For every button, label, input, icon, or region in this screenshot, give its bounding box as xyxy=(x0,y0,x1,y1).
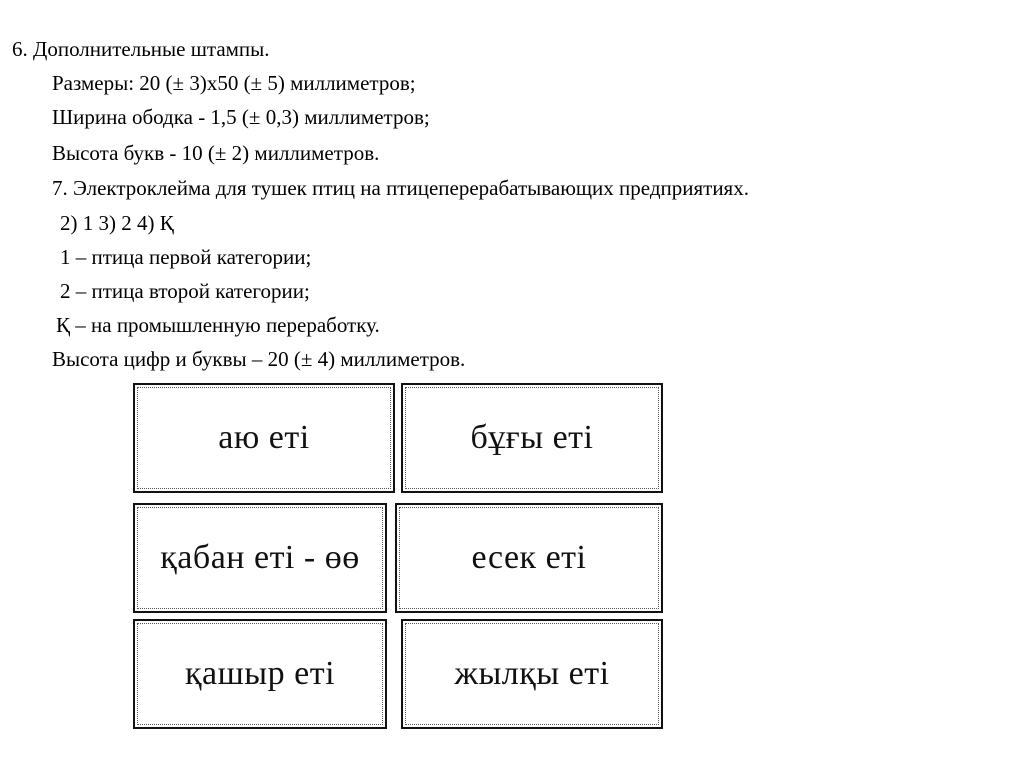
second-category-line: 2 – птица второй категории; xyxy=(60,279,310,303)
stamp-donkey-meat xyxy=(395,503,663,613)
electro-brands-heading: 7. Электроклейма для тушек птиц на птицеперерабатывающих предприятиях. xyxy=(52,176,749,200)
stamp-size-line: Размеры: 20 (± 3)х50 (± 5) миллиметров; xyxy=(52,71,416,95)
letter-height-line: Высота букв - 10 (± 2) миллиметров. xyxy=(52,141,380,165)
industrial-processing-line: Қ – на промышленную переработку. xyxy=(56,313,380,337)
heading-additional-stamps: 6. Дополнительные штампы. xyxy=(12,37,270,61)
stamp-deer-meat xyxy=(401,383,663,493)
stamp-label: аю еті xyxy=(218,419,310,456)
stamp-boar-meat xyxy=(133,503,387,613)
stamp-label: жылқы еті xyxy=(454,655,610,692)
first-category-line: 1 – птица первой категории; xyxy=(60,245,312,269)
rim-width-line: Ширина ободка - 1,5 (± 0,3) миллиметров; xyxy=(52,105,430,129)
stamp-label: есек еті xyxy=(471,539,587,576)
digit-height-line: Высота цифр и буквы – 20 (± 4) миллиметров. xyxy=(52,347,466,371)
brand-codes-line: 2) 1 3) 2 4) Қ xyxy=(60,211,174,235)
stamp-bear-meat xyxy=(133,383,395,493)
stamp-mule-meat xyxy=(133,619,387,729)
stamp-label: қабан еті - өө xyxy=(160,539,360,576)
stamp-label: қашыр еті xyxy=(184,655,336,692)
stamp-label: бұғы еті xyxy=(470,419,594,456)
stamp-horse-meat xyxy=(401,619,663,729)
